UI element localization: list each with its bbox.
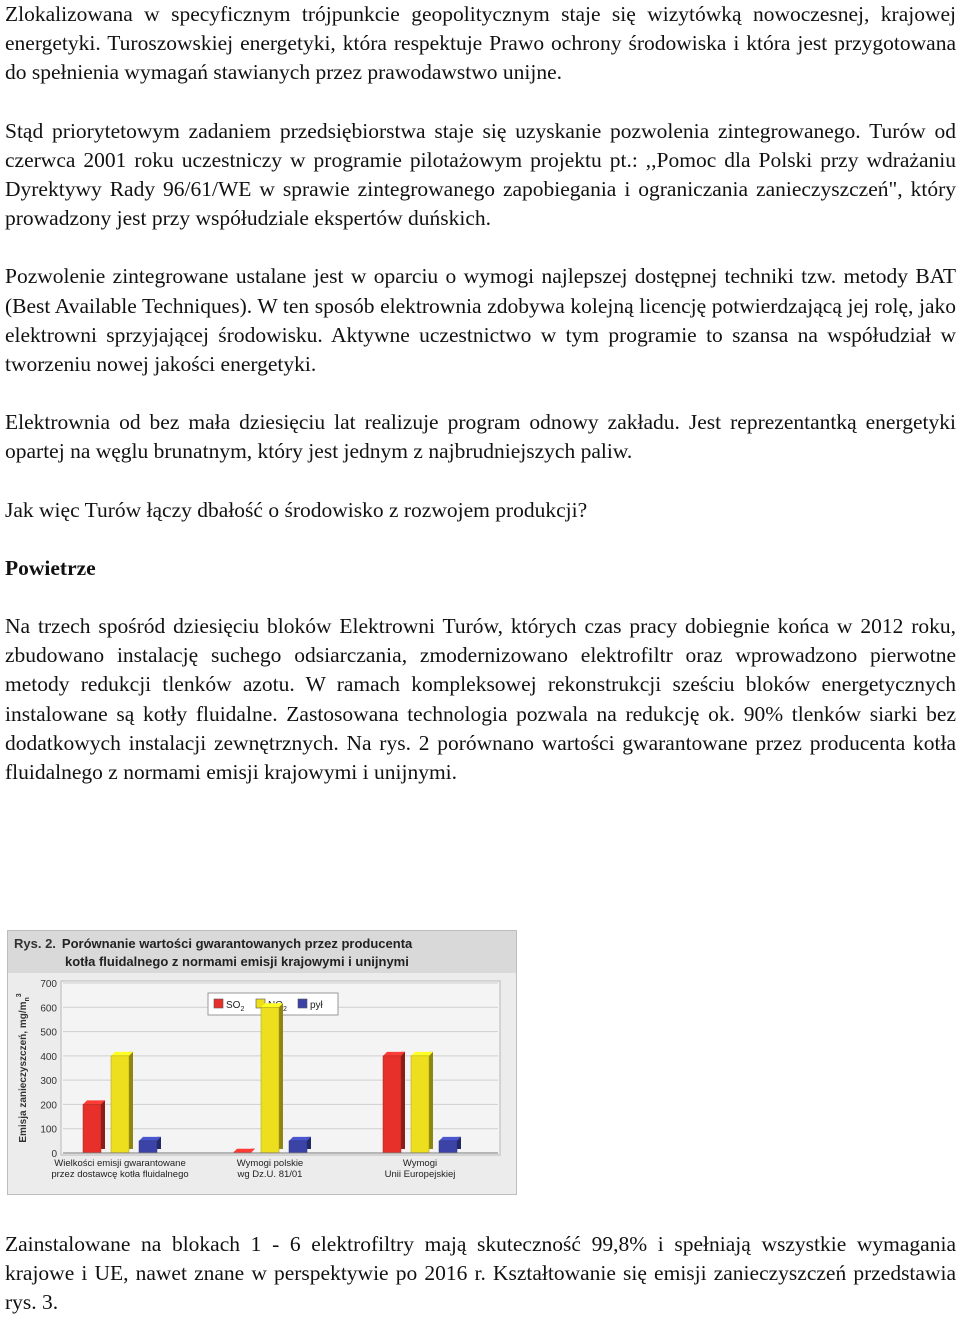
y-axis-label-sub: n [24, 997, 31, 1002]
legend-label-sub: 2 [283, 1006, 287, 1013]
y-tick-label: 600 [40, 1003, 57, 1015]
bar [411, 1056, 429, 1153]
y-tick-label: 400 [40, 1051, 57, 1063]
bar-side [101, 1100, 105, 1149]
bar [111, 1056, 129, 1153]
legend-swatch [214, 999, 223, 1008]
paragraph-priority: Stąd priorytetowym zadaniem przedsiębiorstwa staje się uzyskanie pozwolenia zintegrowanego. Turów od czerwca 2001 roku uczestniczy w programie pilotażowym projektu pt.: ,,Pomoc dla Polski przy wdrażaniu Dyrektywy Rady 96/61/WE w sprawie zintegrowanego zapobiegania i ograniczania zanieczyszczeń", który prowadzony jest przy współudziale ekspertów duńskich. [5, 118, 956, 231]
y-axis-label: Emisja zanieczyszczeń, $mg/m_n^3$ [16, 993, 31, 1143]
x-category-label: Wymogi polskie [236, 1158, 304, 1169]
y-tick-label: 500 [40, 1027, 57, 1039]
bar [439, 1141, 457, 1153]
figure-label: Rys. 2. [14, 936, 56, 951]
legend-label: pył [310, 1000, 323, 1011]
figure-title-line-1: Porównanie wartości gwarantowanych przez producenta [61, 936, 413, 951]
legend-label: $SO_2$ [226, 1000, 245, 1013]
legend-swatch [298, 999, 307, 1008]
bar [383, 1056, 401, 1153]
bar-side [401, 1052, 405, 1149]
bar-side [129, 1052, 133, 1149]
x-category-label: wg Dz.U. 81/01 [237, 1169, 303, 1180]
bar [139, 1141, 157, 1153]
y-tick-label: 100 [40, 1124, 57, 1136]
document-page [5, 0, 956, 787]
paragraph-air: Na trzech spośród dziesięciu bloków Elektrowni Turów, których czas pracy dobiegnie końca w 2012 roku, zbudowano instalację suchego odsiarczania, zmodernizowano elektrofiltr oraz wprowadzono pierwotne metody redukcji tlenków azotu. W ramach kompleksowej rekonstrukcji sześciu bloków energetycznych instalowane są kotły fluidalne. Zastosowana technologia pozwala na redukcję ok. 90% tlenków siarki bez dodatkowych instalacji zewnętrznych. Na rys. 2 porównano wartości gwarantowane przez producenta kotła fluidalnego z normami emisji krajowymi i unijnymi. [5, 614, 956, 785]
document-page-bottom [5, 1230, 956, 1318]
bar [83, 1104, 101, 1153]
bar [261, 1007, 279, 1153]
section-heading-air: Powietrze [5, 555, 96, 580]
bar-side [279, 1003, 283, 1149]
y-tick-label: 300 [40, 1076, 57, 1088]
x-category-label: Wielkości emisji gwarantowane [54, 1158, 186, 1169]
legend-label-sub: 2 [240, 1006, 245, 1013]
y-tick-label: 0 [51, 1149, 57, 1160]
x-category-label: Unii Europejskiej [384, 1169, 456, 1180]
paragraph-filters: Zainstalowane na blokach 1 - 6 elektrofiltry mają skuteczność 99,8% i spełniają wszystkie wymagania krajowe i UE, nawet znane w perspektywie po 2016 r. Kształtowanie się emisji zanieczyszczeń przedstawia rys. 3. [5, 1232, 956, 1315]
paragraph-renewal: Elektrownia od bez mała dziesięciu lat realizuje program odnowy zakładu. Jest reprezentantką energetyki opartej na węglu brunatnym, który jest jednym z najbrudniejszych paliw. [5, 410, 956, 464]
y-tick-label: 200 [40, 1100, 57, 1112]
figure-title-line-2: kotła fluidalnego z normami emisji krajowymi i unijnymi [65, 954, 409, 969]
y-tick-label: 700 [40, 979, 57, 990]
bar-side [429, 1052, 433, 1149]
figure-title [8, 931, 516, 973]
x-category-label: przez dostawcę kotła fluidalnego [51, 1169, 189, 1180]
paragraph-question: Jak więc Turów łączy dbałość o środowisko z rozwojem produkcji? [5, 497, 588, 522]
paragraph-intro: Zlokalizowana w specyficznym trójpunkcie geopolitycznym staje się wizytówką nowoczesnej, krajowej energetyki. Turoszowskiej energetyki, która respektuje Prawo ochrony środowiska i która jest przygotowana do spełnienia wymagań stawianych przez prawodawstwo unijne. [5, 2, 956, 85]
figure-rys-2 [7, 930, 517, 1195]
emission-bar-chart [8, 973, 516, 1194]
x-category-label: Wymogi [402, 1158, 438, 1169]
bar [289, 1141, 307, 1153]
paragraph-bat: Pozwolenie zintegrowane ustalane jest w oparciu o wymogi najlepszej dostępnej techniki tzw. metody BAT (Best Available Techniques). W ten sposób elektrownia zdobywa kolejną licencję potwierdzającą jej rolę, jako elektrowni sprzyjającej środowisku. Aktywne uczestnictwo w tym programie to szansa na współudział w tworzeniu nowej jakości energetyki. [5, 264, 956, 377]
y-axis-label-sup: 3 [16, 993, 23, 998]
